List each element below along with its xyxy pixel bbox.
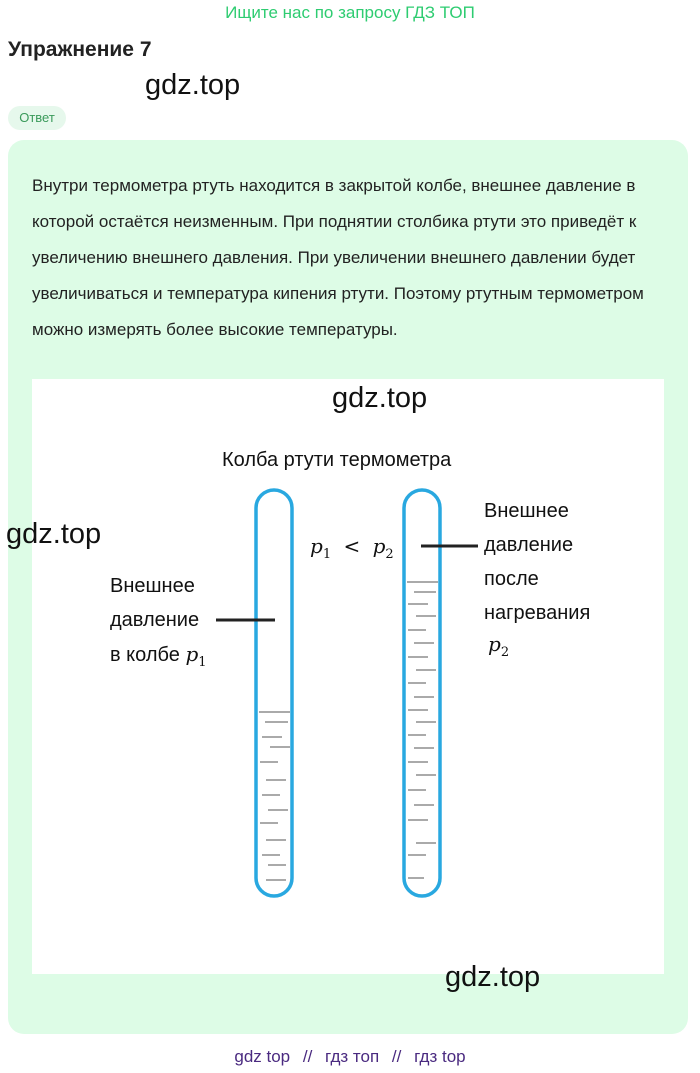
pressure-subscript: 1 — [198, 655, 207, 670]
watermark: gdz.top — [445, 961, 541, 993]
right-mercury — [407, 582, 438, 878]
footer-link[interactable]: gdz top — [234, 1047, 291, 1066]
left-label-line: давление — [110, 609, 200, 631]
watermark: gdz.top — [332, 382, 428, 414]
footer-link[interactable]: гдз топ — [325, 1047, 380, 1066]
right-label-line: Внешнее — [484, 500, 569, 522]
right-label — [484, 494, 590, 630]
top-banner[interactable]: Ищите нас по запросу ГДЗ ТОП — [225, 3, 475, 22]
figure-title: Колба ртути термометра — [222, 449, 452, 471]
left-label — [110, 569, 207, 680]
footer-link[interactable]: гдз top — [414, 1047, 466, 1066]
pressure-symbol: p — [185, 642, 199, 666]
right-label-line: после — [484, 568, 539, 590]
footer-separator: // — [302, 1047, 313, 1066]
answer-badge[interactable]: Ответ — [8, 106, 66, 130]
right-label-line: давление — [484, 534, 574, 556]
answer-text: Внутри термометра ртуть находится в закрытой колбе, внешнее давление в которой остаётся неизменным. При поднятии столбика ртути это приведёт к увеличению внешнего давления. При увеличении внешнего давлении будет увеличиваться и температура кипения ртути. Поэтому ртутным термометром можно измерять более высокие температуры. — [32, 176, 644, 339]
footer-separator: // — [391, 1047, 402, 1066]
right-tube — [404, 490, 440, 896]
pressure-comparison: $p_1 < p_2$ — [310, 534, 394, 562]
left-mercury — [259, 712, 290, 880]
right-label-line: нагревания — [484, 602, 591, 624]
right-pressure-symbol: $p_2$ — [488, 632, 510, 660]
watermark: gdz.top — [145, 69, 241, 101]
left-label-line: в колбе $p_1$ — [110, 642, 207, 670]
watermark: gdz.top — [6, 518, 102, 550]
left-label-line: Внешнее — [110, 575, 195, 597]
exercise-title: Упражнение 7 — [8, 38, 152, 61]
footer-links — [0, 1047, 700, 1067]
left-tube — [256, 490, 292, 896]
